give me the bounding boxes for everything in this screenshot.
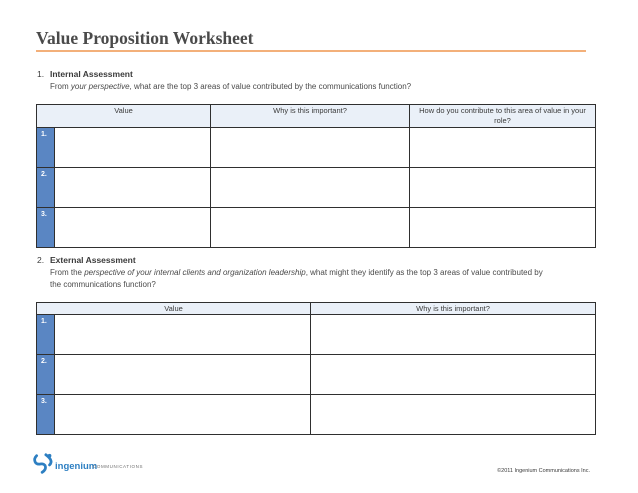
section-1-number: 1. [37, 69, 45, 79]
row-number: 1. [37, 128, 55, 168]
logo-wordmark: ingenium [55, 461, 98, 472]
section-2-heading [37, 255, 136, 265]
title-divider [36, 50, 586, 52]
section-1-description [50, 81, 570, 93]
importance-cell[interactable] [311, 355, 596, 395]
importance-cell[interactable] [311, 395, 596, 435]
row-number: 3. [37, 395, 55, 435]
value-cell[interactable] [55, 315, 311, 355]
value-cell[interactable] [55, 208, 211, 248]
section-2-number: 2. [37, 255, 45, 265]
table-header: Why is this important? [311, 303, 596, 315]
internal-assessment-table [36, 104, 596, 248]
logo-subtitle: COMMUNICATIONS [93, 464, 144, 469]
value-cell[interactable] [55, 395, 311, 435]
table-header: How do you contribute to this area of value in your role? [410, 105, 596, 128]
section-2-desc-text: , what might they identify as the top 3 areas of value contributed by the communications function? [50, 268, 543, 289]
section-1-desc-text: what are the top 3 areas of value contributed by the communications function? [131, 82, 412, 91]
table-header: Why is this important? [211, 105, 410, 128]
row-number: 2. [37, 168, 55, 208]
section-2-desc-emphasis: perspective of your internal clients and organization leadership [84, 268, 306, 277]
value-cell[interactable] [55, 355, 311, 395]
value-cell[interactable] [55, 128, 211, 168]
contribution-cell[interactable] [410, 128, 596, 168]
ingenium-logo-icon [30, 452, 58, 476]
value-cell[interactable] [55, 168, 211, 208]
importance-cell[interactable] [311, 315, 596, 355]
row-number: 2. [37, 355, 55, 395]
section-1-title: Internal Assessment [50, 69, 133, 79]
importance-cell[interactable] [211, 168, 410, 208]
section-2-desc-text: From the [50, 268, 85, 277]
copyright-notice: ©2011 Ingenium Communications Inc. [497, 468, 590, 474]
row-number: 1. [37, 315, 55, 355]
section-2-description [50, 267, 550, 291]
contribution-cell[interactable] [410, 208, 596, 248]
table-header: Value [37, 303, 311, 315]
contribution-cell[interactable] [410, 168, 596, 208]
row-number: 3. [37, 208, 55, 248]
importance-cell[interactable] [211, 128, 410, 168]
section-1-desc-text: From [50, 82, 71, 91]
section-1-heading [37, 69, 133, 79]
section-2-title: External Assessment [50, 255, 136, 265]
importance-cell[interactable] [211, 208, 410, 248]
external-assessment-table [36, 302, 596, 435]
section-1-desc-emphasis: your perspective, [70, 82, 132, 91]
page-title: Value Proposition Worksheet [36, 28, 254, 48]
table-header: Value [37, 105, 211, 128]
